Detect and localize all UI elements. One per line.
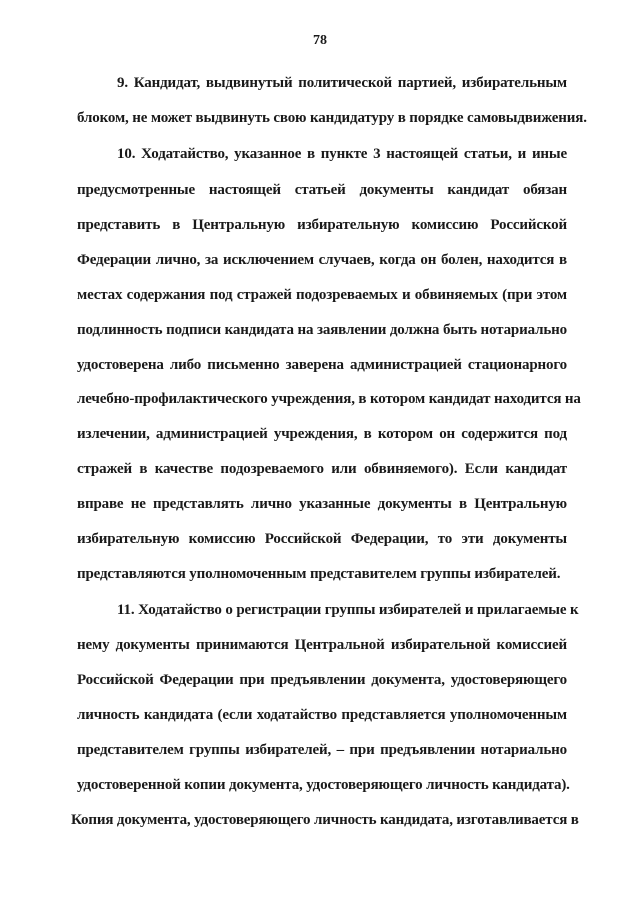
text-line: личность кандидата (если ходатайство представляется уполномоченным <box>77 707 567 723</box>
text-line: вправе не представлять лично указанные документы в Центральную <box>77 496 567 512</box>
text-line: 10. Ходатайство, указанное в пункте 3 настоящей статьи, и иные <box>117 146 567 162</box>
text-line: представителем группы избирателей, – при предъявлении нотариально <box>77 742 567 758</box>
text-line: 11. Ходатайство о регистрации группы избирателей и прилагаемые к <box>117 602 579 618</box>
text-line: подлинность подписи кандидата на заявлении должна быть нотариально <box>77 322 567 338</box>
text-line: удостоверена либо письменно заверена администрацией стационарного <box>77 357 567 373</box>
text-line: блоком, не может выдвинуть свою кандидатуру в порядке самовыдвижения. <box>77 110 587 126</box>
text-line: избирательную комиссию Российской Федерации, то эти документы <box>77 531 567 547</box>
page-number: 78 <box>313 33 327 48</box>
text-line: излечении, администрацией учреждения, в котором он содержится под <box>77 426 567 442</box>
text-line: Копия документа, удостоверяющего личность кандидата, изготавливается в <box>71 812 579 828</box>
text-line: представить в Центральную избирательную комиссию Российской <box>77 217 567 233</box>
text-line: Федерации лично, за исключением случаев, когда он болен, находится в <box>77 252 567 268</box>
text-line: Российской Федерации при предъявлении документа, удостоверяющего <box>77 672 567 688</box>
text-line: предусмотренные настоящей статьей документы кандидат обязан <box>77 182 567 198</box>
text-line: 9. Кандидат, выдвинутый политической партией, избирательным <box>117 75 567 91</box>
text-line: удостоверенной копии документа, удостоверяющего личность кандидата). <box>77 777 570 793</box>
text-line: местах содержания под стражей подозреваемых и обвиняемых (при этом <box>77 287 567 303</box>
text-line: представляются уполномоченным представителем группы избирателей. <box>77 566 561 582</box>
text-line: нему документы принимаются Центральной избирательной комиссией <box>77 637 567 653</box>
text-line: стражей в качестве подозреваемого или обвиняемого). Если кандидат <box>77 461 567 477</box>
text-line: лечебно-профилактического учреждения, в котором кандидат находится на <box>77 391 581 407</box>
